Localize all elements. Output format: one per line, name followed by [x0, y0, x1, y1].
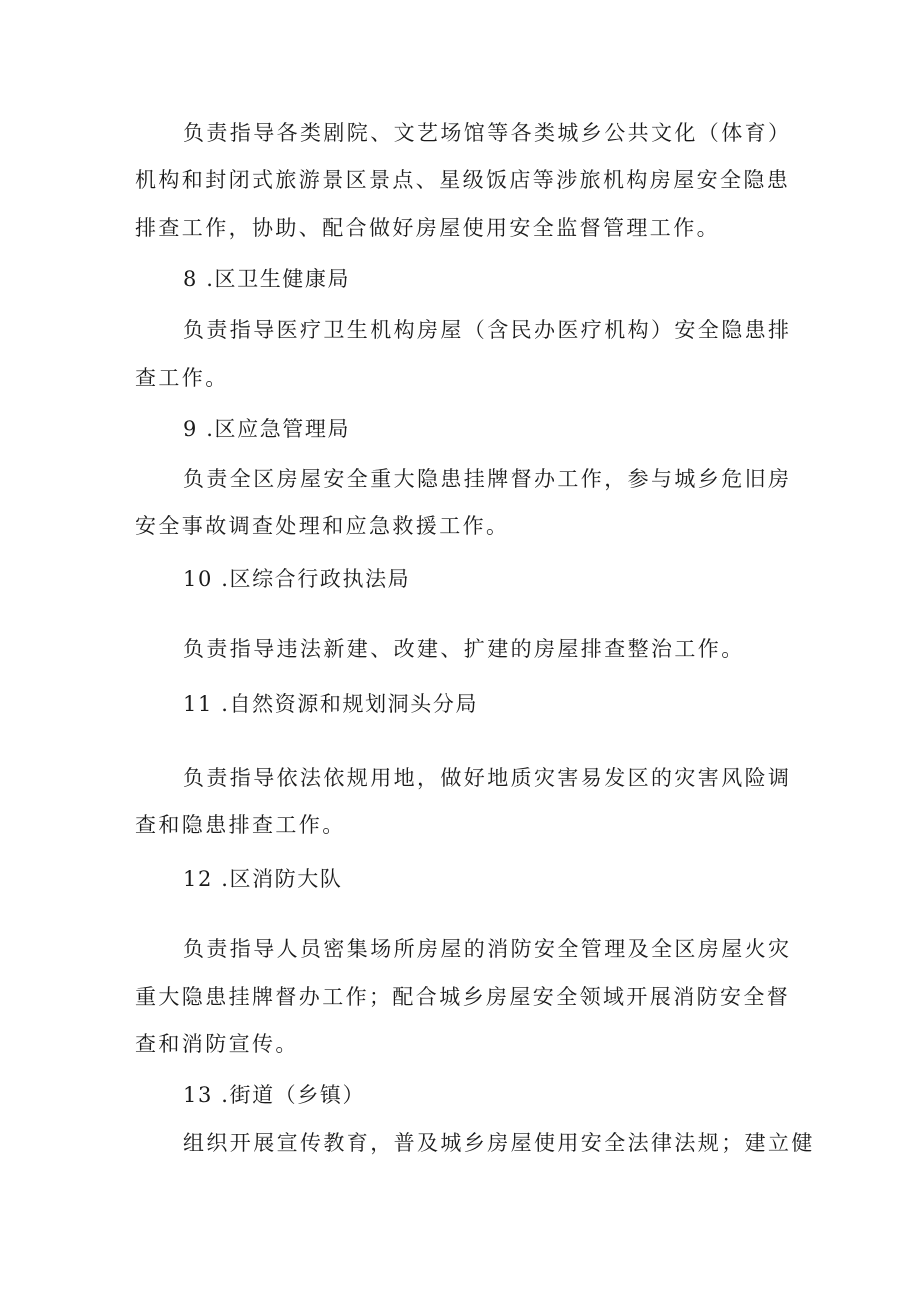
- paragraph-emergency-line-2: 安全事故调查处理和应急救援工作。: [135, 514, 510, 538]
- paragraph-fire-line-1: 负责指导人员密集场所房屋的消防安全管理及全区房屋火灾: [183, 937, 792, 961]
- paragraph-resources-line-1: 负责指导依法依规用地，做好地质灾害易发区的灾害风险调: [183, 766, 792, 790]
- heading-subdistrict: 13 .街道（乡镇）: [183, 1083, 366, 1107]
- paragraph-emergency-line-1: 负责全区房屋安全重大隐患挂牌督办工作，参与城乡危旧房: [183, 467, 792, 491]
- heading-enforcement-bureau: 10 .区综合行政执法局: [183, 567, 411, 591]
- paragraph-subdistrict-line-1: 组织开展宣传教育，普及城乡房屋使用安全法律法规；建立健: [183, 1131, 815, 1155]
- heading-resources-branch: 11 .自然资源和规划洞头分局: [183, 692, 479, 716]
- paragraph-health-line-2: 查工作。: [135, 366, 229, 390]
- paragraph-resources-line-2: 查和隐患排查工作。: [135, 813, 346, 837]
- paragraph-health-line-1: 负责指导医疗卫生机构房屋（含民办医疗机构）安全隐患排: [183, 318, 792, 342]
- paragraph-enforcement-line-1: 负责指导违法新建、改建、扩建的房屋排查整治工作。: [183, 637, 745, 661]
- heading-fire-brigade: 12 .区消防大队: [183, 867, 343, 891]
- paragraph-culture-line-2: 机构和封闭式旅游景区景点、星级饭店等涉旅机构房屋安全隐患: [135, 168, 791, 192]
- paragraph-culture-line-3: 排查工作，协助、配合做好房屋使用安全监督管理工作。: [135, 216, 720, 240]
- paragraph-fire-line-2: 重大隐患挂牌督办工作；配合城乡房屋安全领域开展消防安全督: [135, 985, 791, 1009]
- paragraph-fire-line-3: 查和消防宣传。: [135, 1032, 299, 1056]
- heading-health-bureau: 8 .区卫生健康局: [183, 267, 351, 291]
- heading-emergency-bureau: 9 .区应急管理局: [183, 417, 351, 441]
- paragraph-culture-line-1: 负责指导各类剧院、文艺场馆等各类城乡公共文化（体育）: [183, 121, 792, 145]
